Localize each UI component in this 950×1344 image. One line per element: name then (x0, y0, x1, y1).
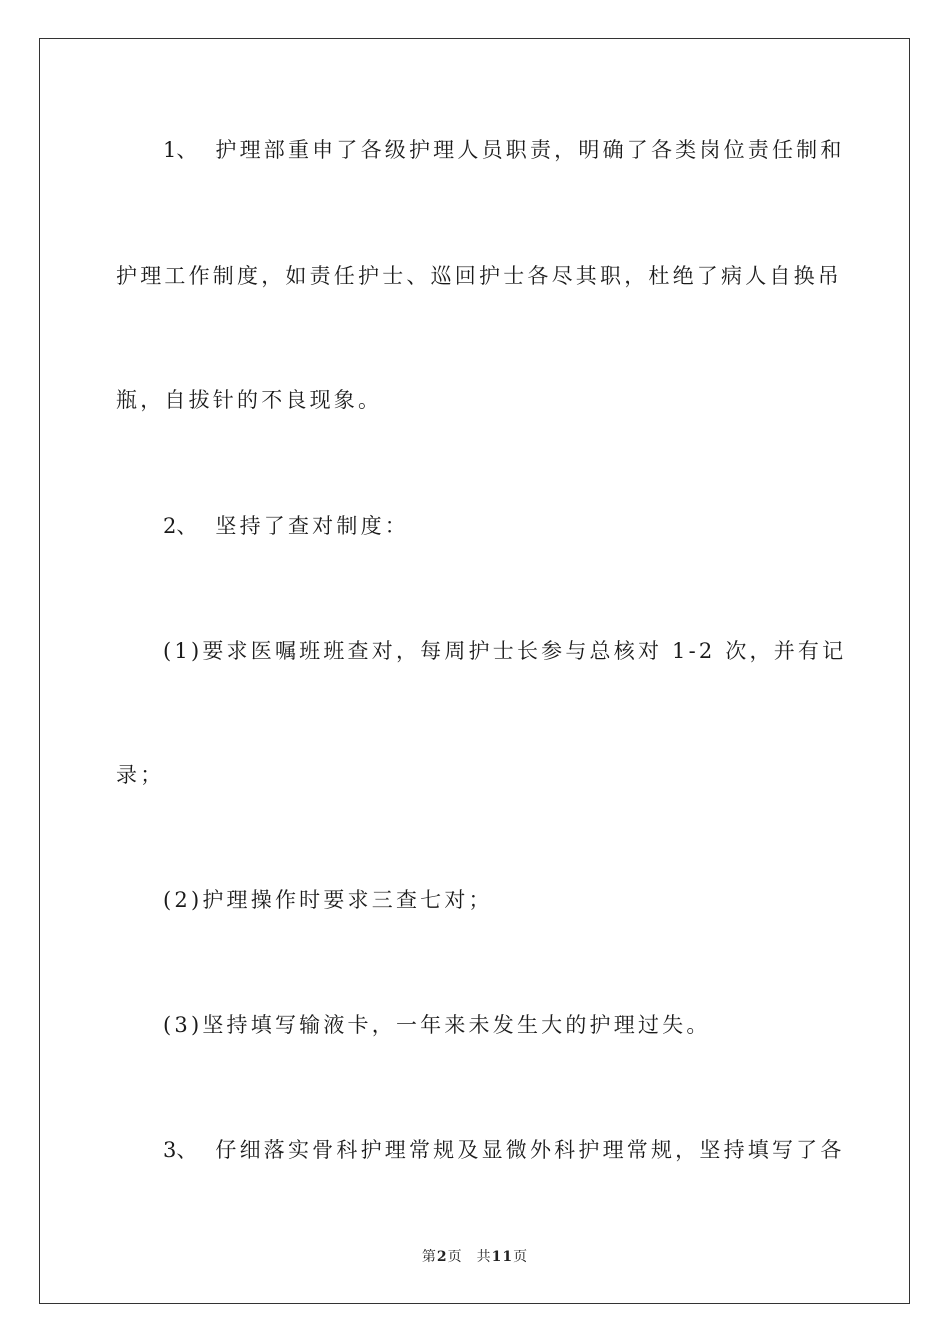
page-border (39, 38, 910, 1304)
total-prefix: 共 (476, 1249, 492, 1265)
sub-item-2 (163, 886, 883, 914)
sub-item-1-line-2 (116, 761, 836, 789)
paragraph-text: (1)要求医嘱班班查对，每周护士长参与总核对 1-2 次，并有记 (163, 639, 847, 663)
total-pages: 11 (491, 1249, 514, 1265)
paragraph-text: 仔细落实骨科护理常规及显微外科护理常规，坚持填写了各 (215, 1138, 845, 1162)
paragraph-2-heading (163, 512, 883, 540)
paragraph-1-line-3 (116, 386, 836, 414)
paragraph-text: 瓶，自拔针的不良现象。 (116, 388, 383, 412)
page-footer (0, 1246, 950, 1266)
paragraph-1-line-2 (116, 262, 842, 290)
total-suffix: 页 (513, 1249, 529, 1265)
paragraph-text: (2)护理操作时要求三查七对； (163, 888, 493, 912)
sub-item-3 (163, 1011, 883, 1039)
paragraph-text: (3)坚持填写输液卡，一年来未发生大的护理过失。 (163, 1013, 711, 1037)
sub-item-1-line-1 (163, 637, 883, 665)
paragraph-1-line-1 (163, 136, 883, 164)
paragraph-number: 1、 (163, 138, 198, 162)
paragraph-text: 录； (116, 763, 165, 787)
page-number: 2 (436, 1249, 448, 1265)
paragraph-3-line-1 (163, 1136, 883, 1164)
paragraph-text: 坚持了查对制度： (215, 514, 409, 538)
page-suffix: 页 (447, 1249, 463, 1265)
paragraph-text: 护理工作制度，如责任护士、巡回护士各尽其职，杜绝了病人自换吊 (116, 264, 842, 288)
paragraph-number: 3、 (163, 1138, 198, 1162)
page-prefix: 第 (421, 1249, 437, 1265)
paragraph-number: 2、 (163, 514, 198, 538)
paragraph-text: 护理部重申了各级护理人员职责，明确了各类岗位责任制和 (215, 138, 845, 162)
